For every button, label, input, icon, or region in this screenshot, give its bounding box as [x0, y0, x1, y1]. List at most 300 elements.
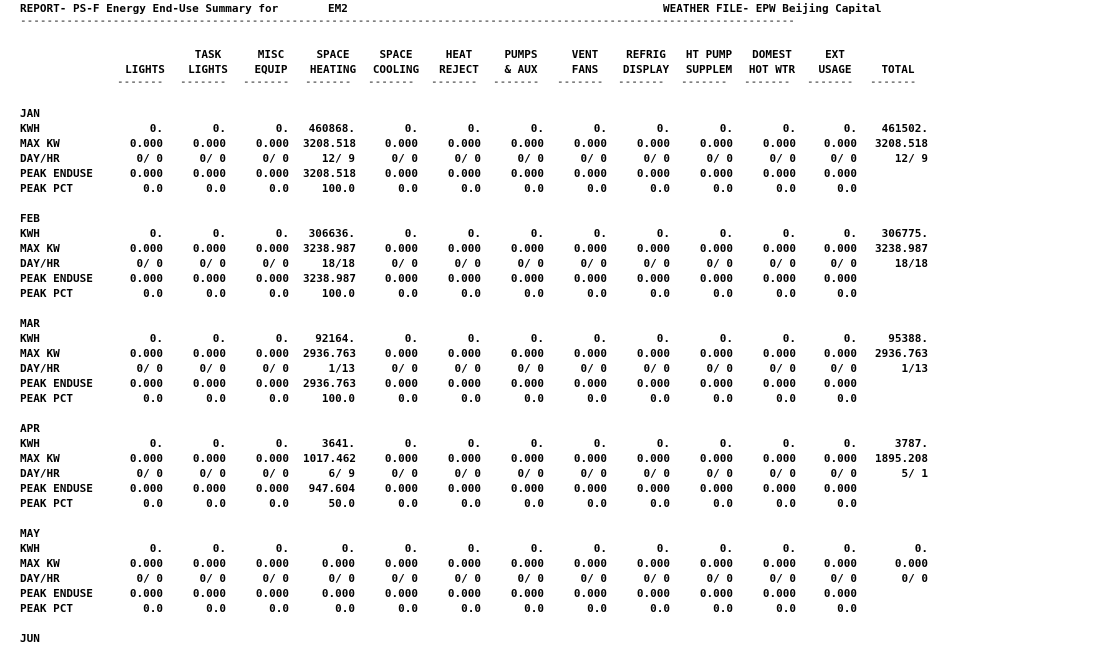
table-cell: 0.0	[206, 602, 226, 615]
table-cell: 0.	[212, 437, 226, 450]
table-cell: 12/ 9	[894, 152, 928, 165]
table-cell: 0.000	[384, 482, 418, 495]
table-cell: 0/ 0	[643, 467, 670, 480]
table-cell: 0/ 0	[643, 152, 670, 165]
table-cell: 0.000	[384, 347, 418, 360]
table-cell: 0.	[593, 437, 607, 450]
row-label: PEAK ENDUSE	[20, 272, 93, 285]
table-cell: 0.000	[573, 137, 607, 150]
column-header-bottom: COOLING	[372, 63, 420, 76]
table-cell: 0.	[149, 437, 163, 450]
column-header-top: MISC	[257, 48, 285, 61]
table-cell: 0.000	[447, 482, 481, 495]
table-cell: 0.	[467, 437, 481, 450]
table-cell: 0.0	[269, 497, 289, 510]
table-cell: 50.0	[328, 497, 355, 510]
table-cell: 0.000	[636, 452, 670, 465]
table-cell: 0.000	[129, 347, 163, 360]
table-cell: 0.000	[636, 167, 670, 180]
table-cell: 0/ 0	[136, 467, 163, 480]
table-cell: 0.0	[713, 602, 733, 615]
table-cell: 0/ 0	[391, 467, 418, 480]
month-label: MAR	[20, 317, 40, 330]
table-cell: 0.000	[573, 482, 607, 495]
table-cell: 0.000	[762, 272, 796, 285]
table-cell: 0/ 0	[262, 152, 289, 165]
table-cell: 0/ 0	[769, 572, 796, 585]
table-cell: 460868.	[308, 122, 355, 135]
table-cell: 0.000	[192, 557, 226, 570]
table-cell: 0.0	[524, 287, 544, 300]
table-cell: 0.	[341, 542, 355, 555]
table-cell: 0.000	[192, 347, 226, 360]
table-cell: 0.0	[269, 602, 289, 615]
column-header-top: DOMEST	[752, 48, 792, 61]
table-cell: 0.	[530, 437, 544, 450]
table-cell: 0.	[593, 227, 607, 240]
table-cell: 0.0	[587, 497, 607, 510]
row-label: MAX KW	[20, 452, 60, 465]
table-cell: 0.	[593, 122, 607, 135]
table-cell: 0.	[275, 437, 289, 450]
table-cell: 0.000	[699, 452, 733, 465]
table-cell: 0.0	[837, 287, 857, 300]
table-cell: 0.	[719, 437, 733, 450]
table-cell: 0.0	[587, 602, 607, 615]
table-cell: 0.000	[573, 587, 607, 600]
table-cell: 0.000	[699, 377, 733, 390]
table-cell: 0/ 0	[136, 362, 163, 375]
row-label: KWH	[20, 332, 40, 345]
column-header-top: TASK	[194, 48, 222, 61]
month-label: MAY	[20, 527, 40, 540]
table-cell: 0.000	[762, 452, 796, 465]
table-cell: 0.000	[573, 167, 607, 180]
table-cell: 0.000	[192, 377, 226, 390]
meter-name: EM2	[328, 2, 348, 15]
row-label: KWH	[20, 122, 40, 135]
table-cell: 0.000	[823, 557, 857, 570]
table-cell: 0.	[404, 227, 418, 240]
table-cell: 0/ 0	[454, 257, 481, 270]
row-label: PEAK ENDUSE	[20, 377, 93, 390]
table-cell: 0.000	[255, 272, 289, 285]
table-cell: 0.000	[762, 347, 796, 360]
table-cell: 0.000	[573, 377, 607, 390]
table-cell: 0.000	[636, 137, 670, 150]
table-cell: 0/ 0	[830, 152, 857, 165]
table-cell: 2936.763	[875, 347, 928, 360]
table-cell: 0.000	[699, 557, 733, 570]
table-cell: 0.0	[269, 392, 289, 405]
month-label: JAN	[20, 107, 40, 120]
table-cell: 0.0	[776, 392, 796, 405]
table-cell: 0/ 0	[706, 152, 733, 165]
table-cell: 0/ 0	[199, 257, 226, 270]
column-underline: -------	[243, 75, 290, 88]
month-label: APR	[20, 422, 40, 435]
table-cell: 0.0	[206, 392, 226, 405]
table-cell: 0.000	[447, 167, 481, 180]
table-cell: 0.000	[823, 137, 857, 150]
table-cell: 0.0	[713, 392, 733, 405]
table-cell: 0.000	[823, 482, 857, 495]
table-cell: 0.0	[650, 287, 670, 300]
table-cell: 0.0	[461, 287, 481, 300]
table-cell: 0.000	[762, 137, 796, 150]
table-cell: 0.	[149, 542, 163, 555]
table-cell: 0.0	[650, 182, 670, 195]
table-cell: 3208.518	[303, 137, 356, 150]
table-cell: 0.0	[524, 182, 544, 195]
table-cell: 3208.518	[875, 137, 928, 150]
table-cell: 0.000	[699, 587, 733, 600]
table-cell: 0.	[719, 542, 733, 555]
column-underline: -------	[618, 75, 665, 88]
table-cell: 0.000	[384, 167, 418, 180]
table-cell: 0.000	[129, 557, 163, 570]
table-cell: 18/18	[894, 257, 928, 270]
table-cell: 0.000	[573, 242, 607, 255]
table-cell: 0.000	[636, 242, 670, 255]
table-cell: 0.	[782, 122, 796, 135]
table-cell: 0.0	[713, 497, 733, 510]
table-cell: 0/ 0	[262, 257, 289, 270]
table-cell: 0.000	[192, 137, 226, 150]
table-cell: 0.000	[894, 557, 928, 570]
table-cell: 0/ 0	[580, 467, 607, 480]
table-cell: 0.0	[335, 602, 355, 615]
table-cell: 0.000	[699, 137, 733, 150]
table-cell: 0.0	[398, 182, 418, 195]
table-cell: 0.0	[461, 182, 481, 195]
row-label: MAX KW	[20, 242, 60, 255]
month-label: JUN	[20, 632, 40, 645]
table-cell: 0.000	[823, 242, 857, 255]
table-cell: 0.000	[447, 272, 481, 285]
table-cell: 0.000	[699, 347, 733, 360]
table-cell: 0.000	[447, 242, 481, 255]
column-header-bottom: EQUIP	[254, 63, 288, 76]
table-cell: 0.000	[762, 482, 796, 495]
column-underline: -------	[431, 75, 478, 88]
table-cell: 0.000	[192, 482, 226, 495]
table-cell: 0/ 0	[199, 362, 226, 375]
column-underline: -------	[681, 75, 728, 88]
table-cell: 0.0	[524, 392, 544, 405]
table-cell: 1/13	[328, 362, 355, 375]
table-cell: 0.000	[699, 482, 733, 495]
table-cell: 0/ 0	[391, 152, 418, 165]
table-cell: 0.000	[255, 587, 289, 600]
table-cell: 0.	[530, 122, 544, 135]
column-header-bottom: HOT WTR	[748, 63, 796, 76]
table-cell: 0.	[530, 227, 544, 240]
row-label: PEAK PCT	[20, 392, 73, 405]
table-cell: 0.0	[398, 602, 418, 615]
table-cell: 0.000	[823, 587, 857, 600]
table-cell: 0.0	[524, 497, 544, 510]
table-cell: 0/ 0	[199, 152, 226, 165]
table-cell: 306636.	[308, 227, 355, 240]
table-cell: 0.	[656, 437, 670, 450]
table-cell: 0.0	[143, 287, 163, 300]
table-cell: 0.	[212, 227, 226, 240]
table-cell: 0.0	[143, 182, 163, 195]
table-cell: 3238.987	[303, 242, 356, 255]
row-label: KWH	[20, 437, 40, 450]
table-cell: 0.	[467, 227, 481, 240]
table-cell: 0.	[404, 332, 418, 345]
row-label: KWH	[20, 542, 40, 555]
table-cell: 5/ 1	[901, 467, 928, 480]
table-cell: 947.604	[308, 482, 355, 495]
table-cell: 0.	[719, 122, 733, 135]
column-header-bottom: FANS	[571, 63, 599, 76]
table-cell: 0/ 0	[517, 467, 544, 480]
table-cell: 0.000	[255, 452, 289, 465]
table-cell: 0.000	[255, 482, 289, 495]
column-header-top: REFRIG	[626, 48, 666, 61]
table-cell: 0.	[530, 332, 544, 345]
table-cell: 0.000	[255, 377, 289, 390]
column-underline: -------	[744, 75, 791, 88]
table-cell: 0.000	[823, 272, 857, 285]
table-cell: 0/ 0	[830, 362, 857, 375]
table-cell: 0.000	[636, 377, 670, 390]
table-cell: 0.	[149, 332, 163, 345]
table-cell: 0.0	[524, 602, 544, 615]
column-header-top: HEAT	[445, 48, 473, 61]
table-cell: 0.0	[713, 287, 733, 300]
table-cell: 0.000	[447, 137, 481, 150]
table-cell: 0.0	[776, 287, 796, 300]
table-cell: 0.000	[129, 452, 163, 465]
table-cell: 0.000	[823, 452, 857, 465]
table-cell: 0/ 0	[454, 572, 481, 585]
table-cell: 0/ 0	[262, 362, 289, 375]
table-cell: 0.000	[447, 557, 481, 570]
table-cell: 0.000	[129, 272, 163, 285]
table-cell: 3208.518	[303, 167, 356, 180]
table-cell: 0.0	[776, 602, 796, 615]
table-cell: 0/ 0	[517, 572, 544, 585]
table-cell: 0/ 0	[517, 257, 544, 270]
row-label: DAY/HR	[20, 257, 60, 270]
table-cell: 0.	[656, 332, 670, 345]
table-cell: 0.0	[713, 182, 733, 195]
table-cell: 0.000	[573, 272, 607, 285]
table-cell: 0.0	[461, 497, 481, 510]
table-cell: 0.0	[269, 287, 289, 300]
table-cell: 0.0	[143, 497, 163, 510]
table-cell: 0.000	[255, 557, 289, 570]
table-cell: 0/ 0	[580, 152, 607, 165]
table-cell: 0/ 0	[136, 572, 163, 585]
table-cell: 0.000	[447, 452, 481, 465]
table-cell: 0.0	[587, 182, 607, 195]
table-cell: 0.0	[587, 392, 607, 405]
column-header-top: HT PUMP	[685, 48, 733, 61]
table-cell: 0.000	[384, 242, 418, 255]
table-cell: 0/ 0	[769, 257, 796, 270]
table-cell: 0/ 0	[517, 362, 544, 375]
column-header-top: SPACE	[379, 48, 413, 61]
table-cell: 0.000	[510, 452, 544, 465]
table-cell: 0.000	[636, 272, 670, 285]
table-cell: 0/ 0	[454, 152, 481, 165]
table-cell: 0.000	[510, 347, 544, 360]
table-cell: 0.000	[129, 242, 163, 255]
column-underline: -------	[557, 75, 604, 88]
table-cell: 0/ 0	[769, 152, 796, 165]
table-cell: 12/ 9	[321, 152, 355, 165]
table-cell: 0.000	[510, 482, 544, 495]
table-cell: 0.	[843, 122, 857, 135]
column-header-bottom: LIGHTS	[125, 63, 165, 76]
table-cell: 0.0	[143, 602, 163, 615]
month-label: FEB	[20, 212, 40, 225]
row-label: PEAK ENDUSE	[20, 587, 93, 600]
table-cell: 0/ 0	[643, 572, 670, 585]
table-cell: 0.0	[837, 602, 857, 615]
table-cell: 0.	[404, 437, 418, 450]
table-cell: 0.0	[206, 497, 226, 510]
column-underline: -------	[117, 75, 164, 88]
table-cell: 0.	[149, 227, 163, 240]
table-cell: 0/ 0	[391, 572, 418, 585]
table-cell: 0.0	[776, 182, 796, 195]
table-cell: 0.	[782, 437, 796, 450]
table-cell: 0/ 0	[706, 467, 733, 480]
table-cell: 0.0	[650, 392, 670, 405]
column-underline: -------	[807, 75, 854, 88]
table-cell: 0/ 0	[769, 467, 796, 480]
table-cell: 0.000	[573, 347, 607, 360]
table-cell: 0.	[467, 122, 481, 135]
row-label: PEAK PCT	[20, 497, 73, 510]
table-cell: 0.000	[510, 587, 544, 600]
table-cell: 0/ 0	[454, 467, 481, 480]
column-header-top: PUMPS	[504, 48, 538, 61]
table-cell: 0/ 0	[262, 572, 289, 585]
column-header-bottom: TOTAL	[881, 63, 915, 76]
table-cell: 0/ 0	[830, 467, 857, 480]
row-label: KWH	[20, 227, 40, 240]
table-cell: 0.	[719, 332, 733, 345]
column-header-bottom: HEATING	[309, 63, 357, 76]
column-header-bottom: SUPPLEM	[685, 63, 733, 76]
table-cell: 0.	[782, 542, 796, 555]
table-cell: 0/ 0	[517, 152, 544, 165]
table-cell: 0/ 0	[328, 572, 355, 585]
table-cell: 0.000	[129, 587, 163, 600]
table-cell: 0.000	[573, 452, 607, 465]
table-cell: 0.000	[384, 587, 418, 600]
table-cell: 0.000	[699, 242, 733, 255]
column-header-top: SPACE	[316, 48, 350, 61]
table-cell: 0.	[275, 227, 289, 240]
weather-file: WEATHER FILE- EPW Beijing Capital	[663, 2, 882, 15]
table-cell: 2936.763	[303, 377, 356, 390]
table-cell: 0.	[782, 227, 796, 240]
table-cell: 0.000	[447, 587, 481, 600]
table-cell: 0.0	[650, 497, 670, 510]
table-cell: 0.000	[255, 347, 289, 360]
table-cell: 0.	[404, 542, 418, 555]
table-cell: 0.	[530, 542, 544, 555]
table-cell: 0.000	[823, 377, 857, 390]
table-cell: 0/ 0	[706, 362, 733, 375]
table-cell: 0/ 0	[136, 152, 163, 165]
table-cell: 0.0	[837, 392, 857, 405]
table-cell: 0.	[782, 332, 796, 345]
column-header-bottom: USAGE	[818, 63, 852, 76]
table-cell: 0/ 0	[199, 572, 226, 585]
column-underline: -------	[870, 75, 917, 88]
table-cell: 461502.	[881, 122, 928, 135]
table-cell: 0.	[212, 542, 226, 555]
table-cell: 0.000	[699, 167, 733, 180]
table-cell: 0.000	[573, 557, 607, 570]
column-header-bottom: DISPLAY	[622, 63, 670, 76]
table-cell: 0.	[719, 227, 733, 240]
table-cell: 0.000	[192, 242, 226, 255]
table-cell: 0.	[593, 332, 607, 345]
table-cell: 0/ 0	[643, 257, 670, 270]
table-cell: 3787.	[894, 437, 928, 450]
row-label: PEAK PCT	[20, 287, 73, 300]
report-title: REPORT- PS-F Energy End-Use Summary for	[20, 2, 279, 15]
table-cell: 0.0	[206, 287, 226, 300]
table-cell: 0.000	[384, 272, 418, 285]
table-cell: 0.000	[636, 557, 670, 570]
row-label: DAY/HR	[20, 152, 60, 165]
row-label: MAX KW	[20, 557, 60, 570]
table-cell: 0/ 0	[391, 362, 418, 375]
table-cell: 0/ 0	[391, 257, 418, 270]
table-cell: 0.	[593, 542, 607, 555]
table-cell: 0.000	[192, 167, 226, 180]
table-cell: 0.0	[398, 287, 418, 300]
table-cell: 0.000	[192, 452, 226, 465]
table-cell: 0.000	[510, 167, 544, 180]
table-cell: 0.000	[384, 452, 418, 465]
table-cell: 0.0	[587, 287, 607, 300]
table-cell: 0.	[212, 332, 226, 345]
table-cell: 0.	[843, 227, 857, 240]
table-cell: 1017.462	[303, 452, 356, 465]
table-cell: 0.000	[321, 557, 355, 570]
table-cell: 3641.	[321, 437, 355, 450]
table-cell: 0.0	[398, 392, 418, 405]
table-cell: 0.0	[206, 182, 226, 195]
table-cell: 0.000	[636, 482, 670, 495]
table-cell: 0.000	[510, 557, 544, 570]
table-cell: 0.	[467, 542, 481, 555]
table-cell: 0.000	[762, 167, 796, 180]
table-cell: 0.000	[129, 167, 163, 180]
table-cell: 0.000	[192, 272, 226, 285]
table-cell: 0/ 0	[830, 572, 857, 585]
table-cell: 18/18	[321, 257, 355, 270]
table-cell: 0.000	[823, 347, 857, 360]
column-header-top: VENT	[571, 48, 599, 61]
table-cell: 0/ 0	[580, 362, 607, 375]
row-label: PEAK PCT	[20, 182, 73, 195]
table-cell: 0/ 0	[580, 572, 607, 585]
row-label: MAX KW	[20, 137, 60, 150]
